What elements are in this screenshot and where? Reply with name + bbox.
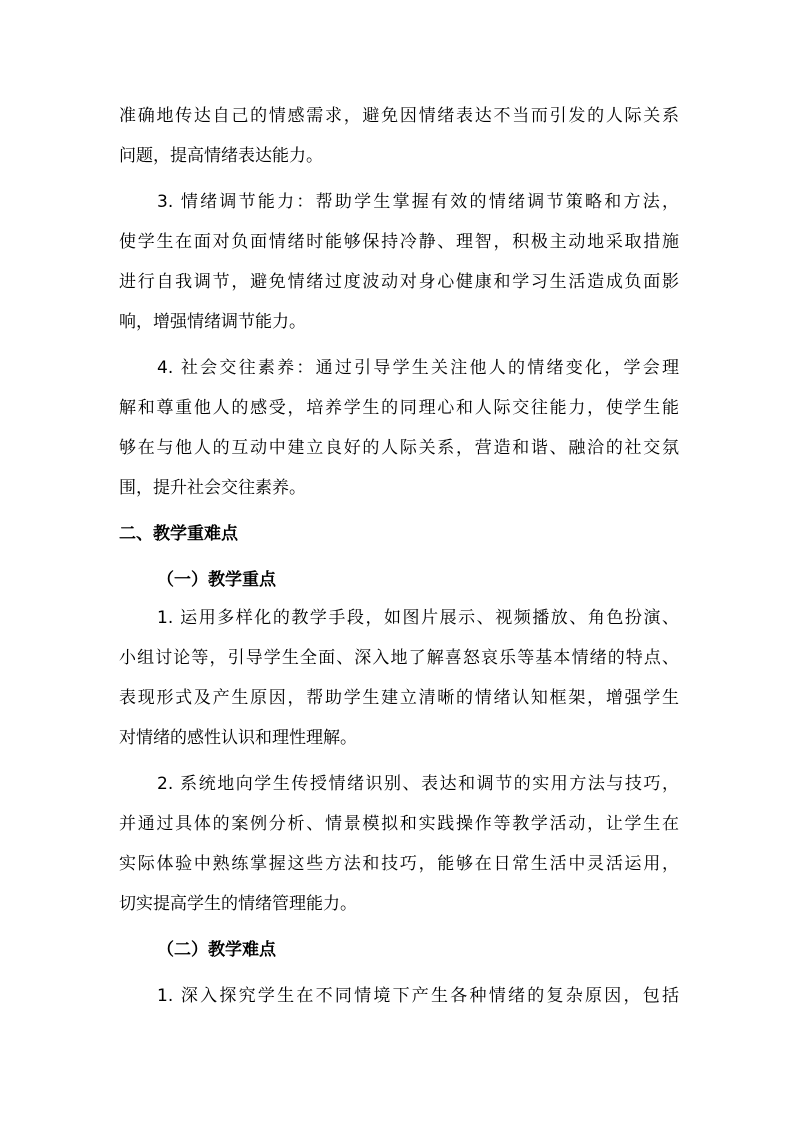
paragraph-line: 切实提高学生的情绪管理能力。 xyxy=(119,894,357,914)
paragraph-line: 对情绪的感性认识和理性理解。 xyxy=(119,728,357,748)
list-item-line: 1. 运用多样化的教学手段，如图片展示、视频播放、角色扮演、 xyxy=(157,608,679,628)
paragraph-line: 围，提升社会交往素养。 xyxy=(119,478,306,498)
paragraph-line: 实际体验中熟练掌握这些方法和技巧，能够在日常生活中灵活运用， xyxy=(119,854,679,874)
paragraph-line: 响，增强情绪调节能力。 xyxy=(119,312,306,332)
paragraph-line: 表现形式及产生原因，帮助学生建立清晰的情绪认知框架，增强学生 xyxy=(119,688,679,708)
paragraph-line: 问题，提高情绪表达能力。 xyxy=(119,146,323,166)
paragraph-line: 使学生在面对负面情绪时能够保持冷静、理智，积极主动地采取措施 xyxy=(119,232,679,252)
list-item-line: 4. 社会交往素养：通过引导学生关注他人的情绪变化，学会理 xyxy=(157,358,679,378)
list-item-line: 2. 系统地向学生传授情绪识别、表达和调节的实用方法与技巧， xyxy=(157,774,679,794)
paragraph-line: 并通过具体的案例分析、情景模拟和实践操作等教学活动，让学生在 xyxy=(119,814,679,834)
paragraph-line: 够在与他人的互动中建立良好的人际关系，营造和谐、融洽的社交氛 xyxy=(119,438,679,458)
section-heading: 二、教学重难点 xyxy=(119,524,238,544)
paragraph-line: 解和尊重他人的感受，培养学生的同理心和人际交往能力，使学生能 xyxy=(119,398,679,418)
subsection-heading: （一）教学重点 xyxy=(157,570,276,590)
list-item-line: 3. 情绪调节能力：帮助学生掌握有效的情绪调节策略和方法， xyxy=(157,192,679,212)
subsection-heading: （二）教学难点 xyxy=(157,940,276,960)
paragraph-line: 准确地传达自己的情感需求，避免因情绪表达不当而引发的人际关系 xyxy=(119,106,679,126)
list-item-line: 1. 深入探究学生在不同情境下产生各种情绪的复杂原因，包括 xyxy=(157,986,679,1006)
paragraph-line: 小组讨论等，引导学生全面、深入地了解喜怒哀乐等基本情绪的特点、 xyxy=(119,648,679,668)
paragraph-line: 进行自我调节，避免情绪过度波动对身心健康和学习生活造成负面影 xyxy=(119,272,679,292)
